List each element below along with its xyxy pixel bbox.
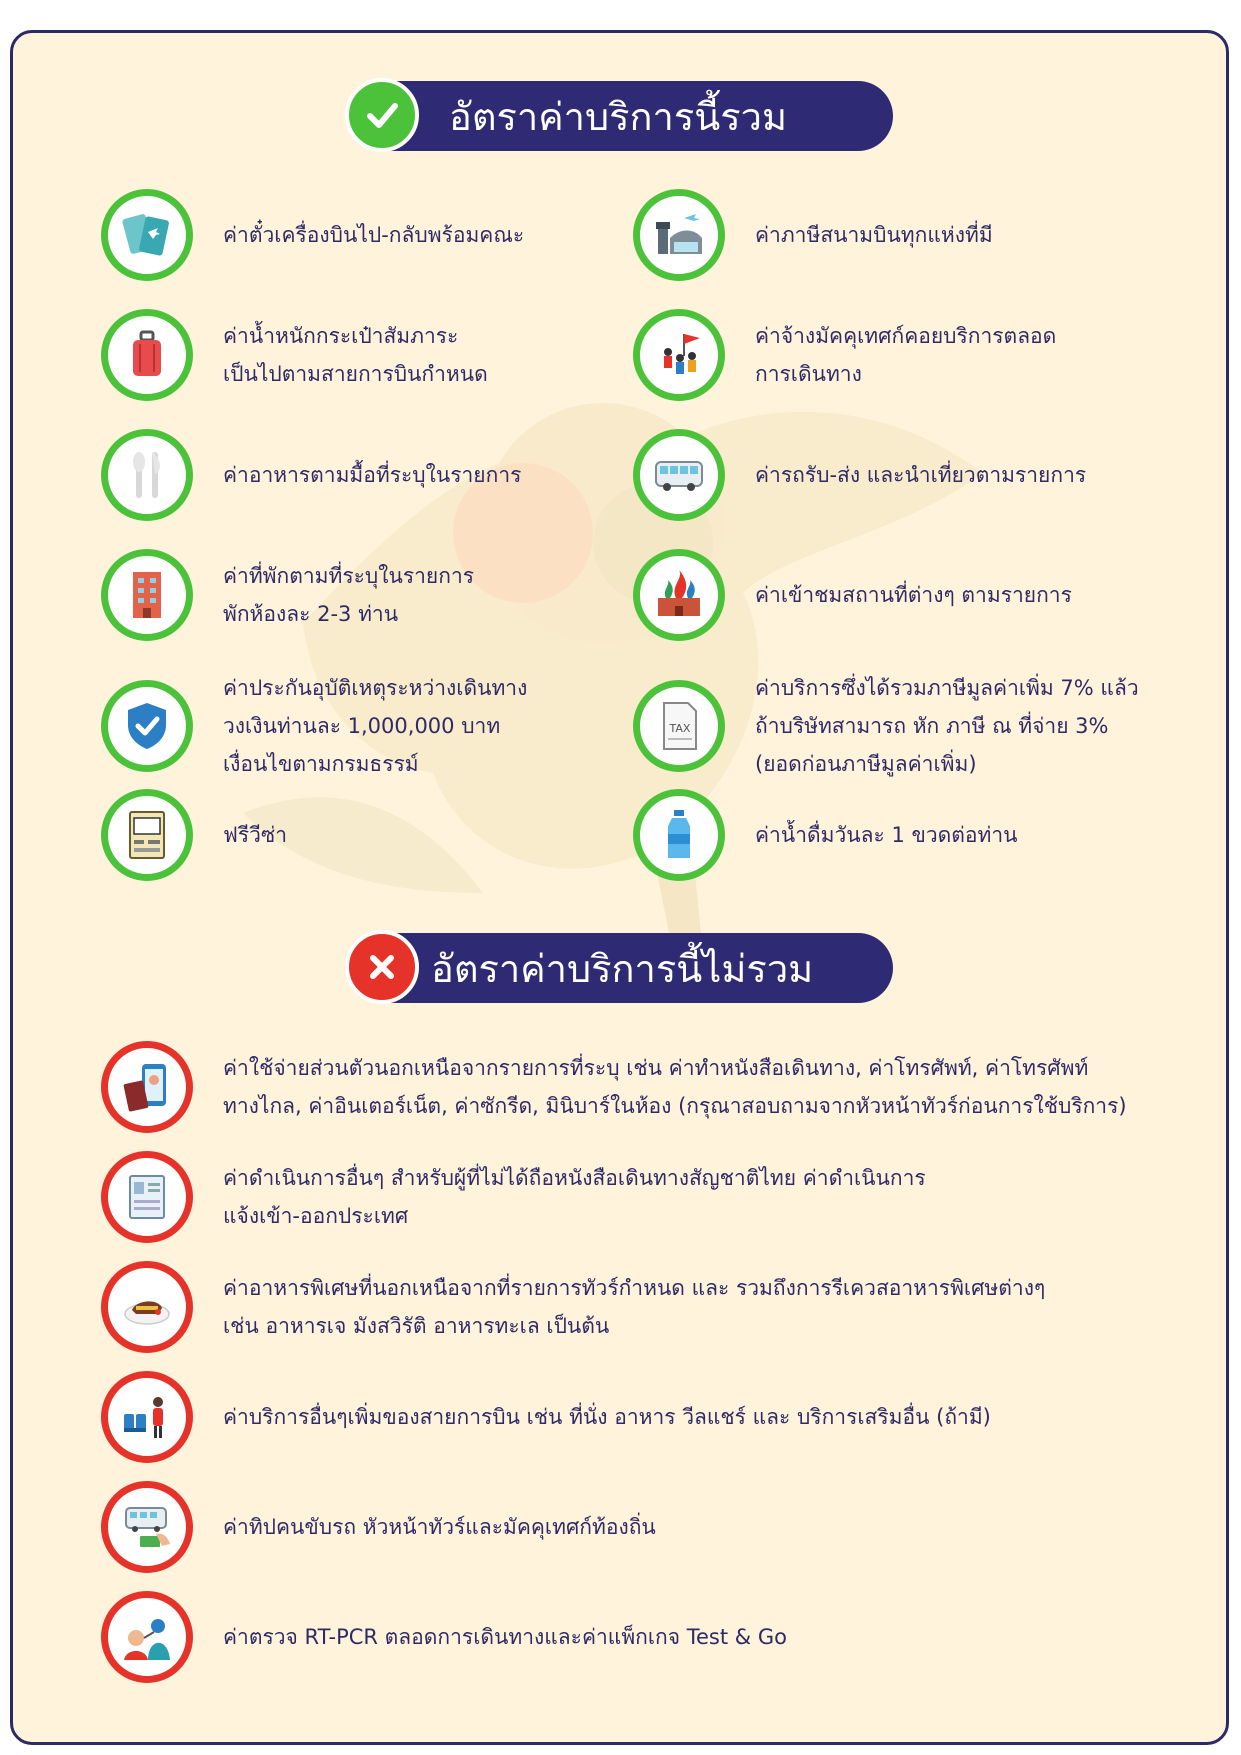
phone-passport-icon [118,1058,176,1116]
icon-badge [633,549,725,641]
landmark-icon [650,566,708,624]
plane-ticket-icon [118,206,176,264]
text-line: ค่าภาษีสนามบินทุกแห่งที่มี [755,223,993,247]
included-header-bar [375,81,893,151]
icon-badge [633,309,725,401]
included-item [101,789,287,881]
hotel-icon [118,566,176,624]
icon-badge [633,680,725,772]
included-item-text [755,576,1072,614]
text-line: ค่าตรวจ RT-PCR ตลอดการเดินทางและค่าแพ็กเกจ Test & Go [223,1625,787,1649]
text-line: ถ้าบริษัทสามารถ หัก ภาษี ณ ที่จ่าย 3% [755,714,1109,738]
excluded-item [101,1591,787,1683]
included-item [633,429,1086,521]
excluded-header-bar [375,933,893,1003]
check-icon [362,95,402,135]
text-line: ค่าประกันอุบัติเหตุระหว่างเดินทาง [223,676,528,700]
text-line: ฟรีวีซ่า [223,823,287,847]
text-line: เงื่อนไขตามกรมธรรม์ [223,752,419,776]
included-title: อัตราค่าบริการนี้รวม [449,94,788,139]
text-line: ค่าอาหารพิเศษที่นอกเหนือจากที่รายการทัวร์กำหนด และ รวมถึงการรีเควสอาหารพิเศษต่างๆ [223,1276,1046,1300]
included-item [101,549,474,641]
text-line: เป็นไปตามสายการบินกำหนด [223,362,488,386]
covid-test-icon [118,1608,176,1666]
icon-badge [101,549,193,641]
included-item-text [755,816,1018,854]
text-line: ค่าอาหารตามมื้อที่ระบุในรายการ [223,463,522,487]
included-item-text [223,317,488,393]
included-item [633,669,1139,783]
excluded-item [101,1151,926,1243]
luggage-icon [118,326,176,384]
included-item [633,309,1056,401]
text-line: ค่าดำเนินการอื่นๆ สำหรับผู้ที่ไม่ได้ถือหนังสือเดินทางสัญชาติไทย ค่าดำเนินการ [223,1166,926,1190]
icon-badge [101,429,193,521]
text-line: ค่าน้ำดื่มวันละ 1 ขวดต่อท่าน [755,823,1018,847]
svg-text:TAX: TAX [669,722,691,735]
included-item [633,189,993,281]
text-line: ค่ารถรับ-ส่ง และนำเที่ยวตามรายการ [755,463,1087,487]
text-line: ค่าเข้าชมสถานที่ต่างๆ ตามรายการ [755,583,1072,607]
excluded-item [101,1261,1045,1353]
bus-icon [650,446,708,504]
included-badge [345,78,419,152]
icon-badge [101,309,193,401]
included-item-text [755,456,1086,494]
text-line: ค่าจ้างมัคคุเทศก์คอยบริการตลอด [755,324,1057,348]
text-line: ค่าบริการอื่นๆเพิ่มของสายการบิน เช่น ที่นั่ง อาหาร วีลแชร์ และ บริการเสริมอื่น (ถ้ามี) [223,1405,991,1429]
text-line: พักห้องละ 2-3 ท่าน [223,602,399,626]
included-item [633,549,1072,641]
included-item-text [223,816,287,854]
included-item [633,789,1018,881]
included-item [101,669,527,783]
text-line: ค่าที่พักตามที่ระบุในรายการ [223,564,475,588]
icon-badge [101,1591,193,1683]
mascot-watermark [223,293,1043,1013]
text-line: วงเงินท่านละ 1,000,000 บาท [223,714,501,738]
text-line: ค่าตั๋วเครื่องบินไป-กลับพร้อมคณะ [223,223,525,247]
icon-badge [101,680,193,772]
excluded-item [101,1371,991,1463]
included-item-text [223,216,524,254]
text-line: ค่าน้ำหนักกระเป๋าสัมภาระ [223,324,459,348]
included-item [101,189,524,281]
tour-guide-icon [650,326,708,384]
icon-badge [633,789,725,881]
id-document-icon [118,1168,176,1226]
text-line: แจ้งเข้า-ออกประเทศ [223,1204,409,1228]
info-card [10,30,1229,1745]
icon-badge [101,789,193,881]
icon-badge [101,1041,193,1133]
text-line: ค่าทิปคนขับรถ หัวหน้าทัวร์และมัคคุเทศก์ท้องถิ่น [223,1515,656,1539]
icon-badge [633,429,725,521]
excluded-header [345,927,893,1007]
text-line: เช่น อาหารเจ มังสวิรัติ อาหารทะเล เป็นต้น [223,1314,610,1338]
included-item-text [755,317,1056,393]
included-item [101,309,488,401]
text-line: ค่าใช้จ่ายส่วนตัวนอกเหนือจากรายการที่ระบุ เช่น ค่าทำหนังสือเดินทาง, ค่าโทรศัพท์, ค่าโทรศัพท์ [223,1056,1089,1080]
water-bottle-icon [650,806,708,864]
excluded-item-text [223,1508,656,1546]
icon-badge [101,189,193,281]
airport-icon [650,206,708,264]
icon-badge [101,1481,193,1573]
text-line: ค่าบริการซึ่งได้รวมภาษีมูลค่าเพิ่ม 7% แล้ว [755,676,1139,700]
included-item-text [223,456,521,494]
excluded-badge [345,930,419,1004]
excluded-item-text [223,1269,1045,1345]
included-item-text [755,216,993,254]
icon-badge [101,1151,193,1243]
special-meal-icon [118,1278,176,1336]
included-item-text [223,669,527,783]
airline-service-icon [118,1388,176,1446]
text-line: (ยอดก่อนภาษีมูลค่าเพิ่ม) [755,752,977,776]
tip-bus-icon [118,1498,176,1556]
icon-badge [101,1371,193,1463]
included-item-text [223,557,474,633]
cross-icon [364,949,400,985]
icon-badge [633,189,725,281]
text-line: ทางไกล, ค่าอินเตอร์เน็ต, ค่าซักรีด, มินิบาร์ในห้อง (กรุณาสอบถามจากหัวหน้าทัวร์ก่อนการใช้บริการ) [223,1094,1127,1118]
tax-document-icon [650,697,708,755]
visa-free-icon [118,806,176,864]
text-line: การเดินทาง [755,362,862,386]
insurance-shield-icon [118,697,176,755]
included-item [101,429,521,521]
excluded-title: อัตราค่าบริการนี้ไม่รวม [431,946,814,991]
excluded-item-text [223,1618,787,1656]
excluded-item [101,1481,656,1573]
excluded-item-text [223,1049,1127,1125]
icon-badge [101,1261,193,1353]
excluded-item-text [223,1159,926,1235]
included-header [345,75,893,155]
included-item-text [755,669,1139,783]
excluded-item [101,1041,1127,1133]
cutlery-icon [118,446,176,504]
excluded-item-text [223,1398,991,1436]
